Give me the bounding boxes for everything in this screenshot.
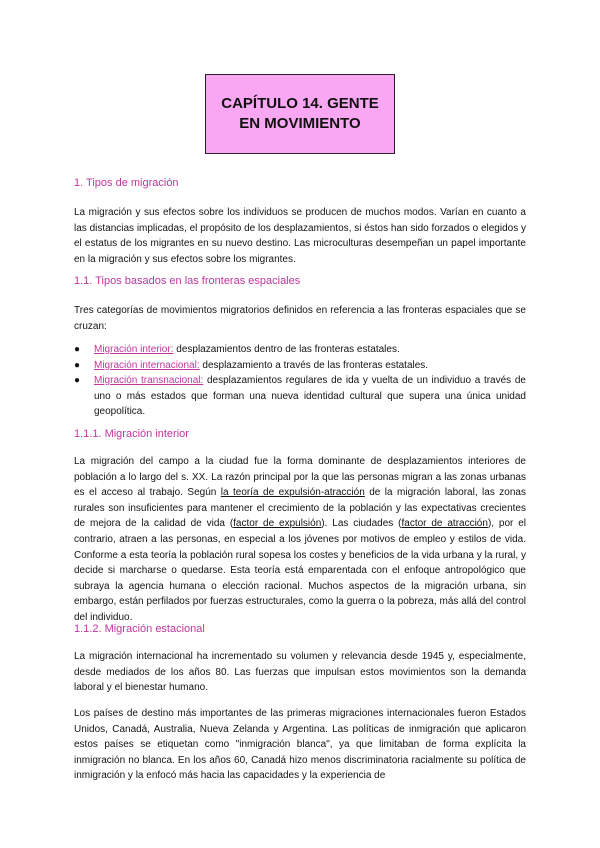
section-heading-1: 1. Tipos de migración (74, 177, 179, 189)
bullet-icon: ● (74, 344, 81, 355)
section-heading-1-1-1: 1.1.1. Migración interior (74, 428, 189, 440)
list-item (74, 373, 526, 420)
paragraph-text: ). Las ciudades ( (321, 518, 402, 530)
chapter-title-box (205, 74, 395, 154)
section-1-1-2-paragraph-1: La migración internacional ha incrementado su volumen y relevancia desde 1945 y, especialmente, desde mediados de los años 80. Las fuerzas que impulsan estos movimientos son la demanda laboral y el bienestar humano. (74, 651, 526, 694)
chapter-title: CAPÍTULO 14. GENTE EN MOVIMIENTO (221, 95, 379, 132)
list-item-text: desplazamientos regulares de ida y vuelta de un individuo a través de uno o más estados que forman una nueva identidad cultural que supera una única unidad geopolítica. (94, 375, 526, 417)
paragraph-text: ), por el contrario, atraen a las personas, en especial a los jóvenes por motivos de empleo y estilos de vida. Conforme a esta teoría la población rural sopesa los costes y beneficios de la vida urbana y la rural, y decide si marcharse o quedarse. Esta teoría está emparentada con el enfoque antropológico que subraya la agencia humana o elección racional. Muchos aspectos de la migración urbana, sin embargo, están perfilados por fuerzas estructurales, como la guerra o la pobreza, más allá del control del individuo. (74, 518, 527, 623)
term-link[interactable]: Migración internacional: (94, 359, 200, 371)
term-link[interactable]: Migración interior: (94, 344, 174, 355)
paragraph-text: La migración del campo a la ciudad fue la forma dominante de desplazamientos interiores de población a lo largo del s. XX. La razón principal por la que las personas migran a las zonas urbanas es el acceso al trabajo. Según (74, 456, 526, 499)
list-item (74, 342, 526, 358)
underlined-term: factor de expulsión (233, 518, 322, 530)
bullet-icon: ● (74, 375, 81, 386)
underlined-term: la teoría de expulsión-atracción (220, 487, 365, 499)
section-1-1-1-paragraph (74, 454, 526, 626)
section-heading-1-1: 1.1. Tipos basados en las fronteras espaciales (74, 275, 301, 287)
list-item-text: desplazamiento a través de las fronteras estatales. (199, 359, 429, 371)
paragraph-text: de la migración laboral, las zonas rurales son insuficientes para mantener el crecimiento de la población y las expectativas crecientes de mejora de la calidad de vida ( (74, 487, 526, 530)
list-item (74, 358, 526, 374)
section-1-1-intro: Tres categorías de movimientos migratorios definidos en referencia a las fronteras espaciales que se cruzan: (74, 305, 526, 332)
migration-types-list (74, 342, 526, 420)
term-link[interactable]: Migración transnacional: (94, 375, 204, 386)
section-heading-1-1-2: 1.1.2. Migración estacional (74, 623, 205, 635)
bullet-icon: ● (74, 359, 81, 371)
list-item-text: desplazamientos dentro de las fronteras estatales. (173, 344, 400, 355)
section-1-1-2-paragraph-2: Los países de destino más importantes de las primeras migraciones internacionales fueron Estados Unidos, Canadá, Australia, Nueva Zelanda y Argentina. Las políticas de inmigración que aplicaron estos países se etiquetan como "inmigración blanca", ya que limitaban de forma explícita la inmigración no blanca. En los años 60, Canadá hizo menos discriminatoria racialmente su política de inmigración y la enfocó más hacia las capacidades y la experiencia de (74, 708, 526, 782)
underlined-term: factor de atracción (401, 518, 488, 530)
section-1-paragraph: La migración y sus efectos sobre los individuos se producen de muchos modos. Varían en cuanto a las distancias implicadas, el propósito de los desplazamientos, si éstos han sido forzados o elegidos y el estatus de los migrantes en su nuevo destino. Las microculturas desempeñan un papel importante en la migración y sus efectos sobre los migrantes. (74, 207, 526, 265)
